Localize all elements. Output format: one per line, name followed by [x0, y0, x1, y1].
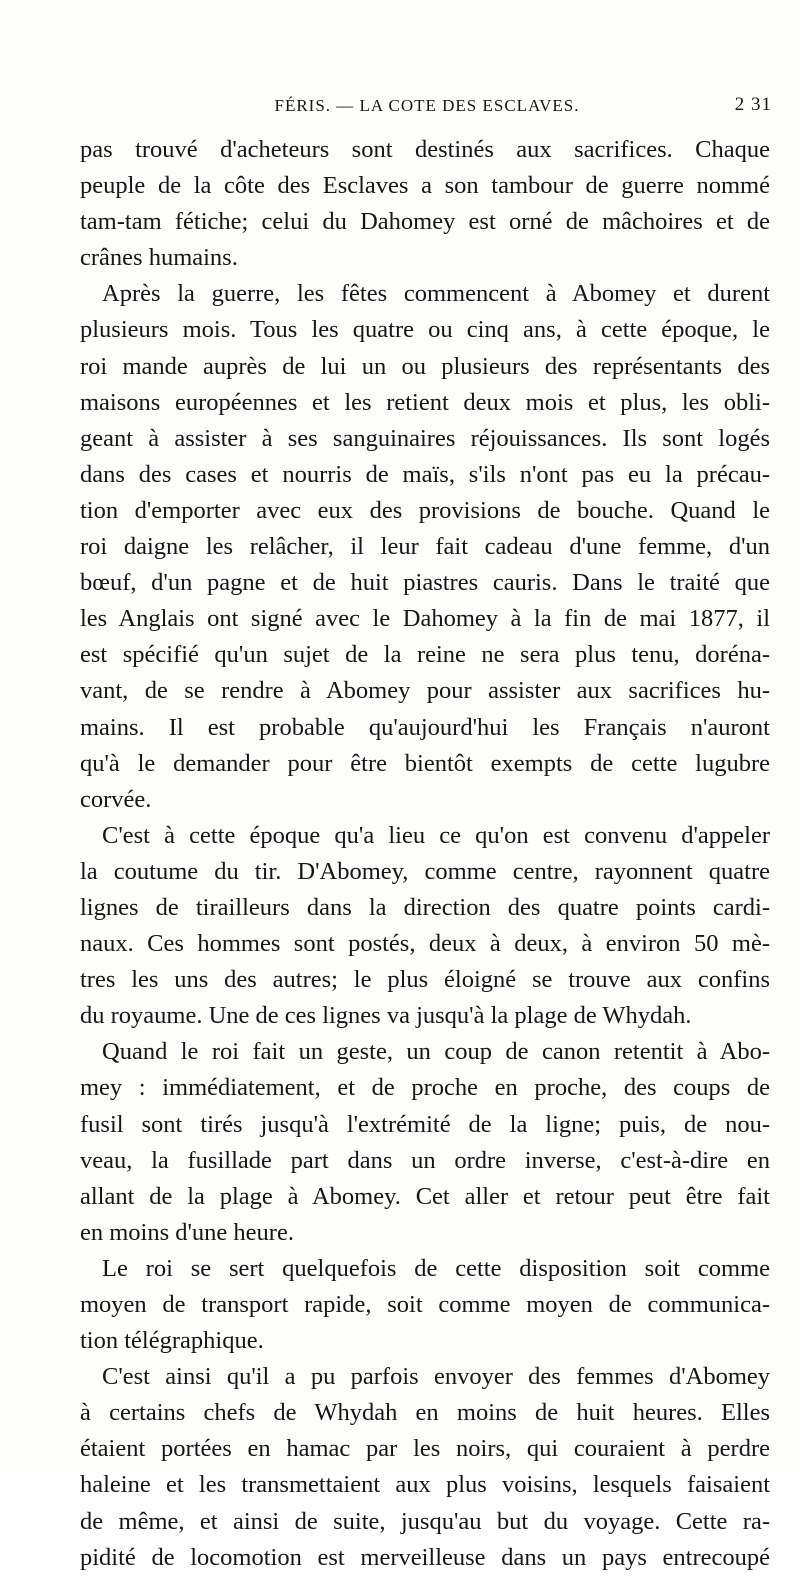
- text-line: veau, la fusillade part dans un ordre inverse, c'est-à-dire en: [80, 1146, 770, 1174]
- text-line: naux. Ces hommes sont postés, deux à deux, à environ 50 mè-: [80, 930, 770, 958]
- text-line: tion d'emporter avec eux des provisions de bouche. Quand le: [80, 496, 770, 524]
- text-line: à certains chefs de Whydah en moins de huit heures. Elles: [80, 1399, 770, 1427]
- text-line: allant de la plage à Abomey. Cet aller et retour peut être fait: [80, 1182, 770, 1210]
- paragraph: [80, 132, 770, 276]
- text-line: corvée.: [80, 785, 152, 813]
- text-line: de même, et ainsi de suite, jusqu'au but du voyage. Cette ra-: [80, 1507, 770, 1535]
- text-line: Après la guerre, les fêtes commencent à Abomey et durent: [102, 280, 770, 308]
- text-line: mey : immédiatement, et de proche en proche, des coups de: [80, 1074, 770, 1102]
- text-line: vant, de se rendre à Abomey pour assister aux sacrifices hu-: [80, 677, 770, 705]
- text-line: Le roi se sert quelquefois de cette disposition soit comme: [102, 1254, 770, 1282]
- running-title: FÉRIS. — LA COTE DES ESCLAVES.: [274, 96, 580, 115]
- text-line: dans des cases et nourris de maïs, s'ils n'ont pas eu la précau-: [80, 460, 770, 488]
- paragraph: [80, 1034, 770, 1251]
- body-text: [80, 132, 770, 1576]
- text-line: Quand le roi fait un geste, un coup de canon retentit à Abo-: [102, 1038, 770, 1066]
- paragraph: [80, 818, 770, 1035]
- paragraph: [80, 276, 770, 817]
- text-line: moyen de transport rapide, soit comme moyen de communica-: [80, 1291, 770, 1318]
- text-line: haleine et les transmettaient aux plus voisins, lesquels faisaient: [80, 1471, 770, 1499]
- text-line: C'est ainsi qu'il a pu parfois envoyer des femmes d'Abomey: [102, 1363, 770, 1391]
- text-line: tam-tam fétiche; celui du Dahomey est orné de mâchoires et de: [80, 208, 770, 236]
- text-line: roi mande auprès de lui un ou plusieurs des représentants des: [80, 352, 770, 380]
- text-line: peuple de la côte des Esclaves a son tambour de guerre nommé: [80, 172, 770, 200]
- text-line: qu'à le demander pour être bientôt exempts de cette lugubre: [80, 749, 770, 777]
- text-line: la coutume du tir. D'Abomey, comme centre, rayonnent quatre: [80, 857, 770, 885]
- text-line: maisons européennes et les retient deux mois et plus, les obli-: [80, 388, 770, 416]
- running-head: [82, 92, 772, 122]
- paragraph: [80, 1251, 770, 1359]
- text-line: crânes humains.: [80, 244, 238, 272]
- text-line: plusieurs mois. Tous les quatre ou cinq ans, à cette époque, le: [80, 316, 770, 344]
- text-line: mains. Il est probable qu'aujourd'hui les Français n'auront: [80, 713, 770, 741]
- text-line: geant à assister à ses sanguinaires réjouissances. Ils sont logés: [80, 424, 770, 452]
- text-line: pidité de locomotion est merveilleuse dans un pays entrecoupé: [80, 1543, 770, 1571]
- text-line: C'est à cette époque qu'a lieu ce qu'on est convenu d'appeler: [102, 821, 770, 849]
- text-line: du royaume. Une de ces lignes va jusqu'à la plage de Whydah.: [80, 1002, 692, 1030]
- text-line: tion télégraphique.: [80, 1327, 264, 1355]
- paragraph: [80, 1359, 770, 1576]
- text-line: en moins d'une heure.: [80, 1218, 294, 1246]
- page-number: 2 31: [734, 94, 772, 115]
- text-line: roi daigne les relâcher, il leur fait cadeau d'une femme, d'un: [80, 533, 770, 561]
- text-line: fusil sont tirés jusqu'à l'extrémité de la ligne; puis, de nou-: [80, 1110, 770, 1138]
- text-line: pas trouvé d'acheteurs sont destinés aux sacrifices. Chaque: [80, 136, 770, 163]
- text-line: bœuf, d'un pagne et de huit piastres cauris. Dans le traité que: [80, 569, 770, 597]
- text-line: tres les uns des autres; le plus éloigné se trouve aux confins: [80, 966, 770, 994]
- text-line: étaient portées en hamac par les noirs, qui couraient à perdre: [80, 1435, 770, 1463]
- text-line: lignes de tirailleurs dans la direction des quatre points cardi-: [80, 893, 770, 921]
- text-line: est spécifié qu'un sujet de la reine ne sera plus tenu, doréna-: [80, 641, 770, 669]
- text-line: les Anglais ont signé avec le Dahomey à la fin de mai 1877, il: [80, 605, 770, 633]
